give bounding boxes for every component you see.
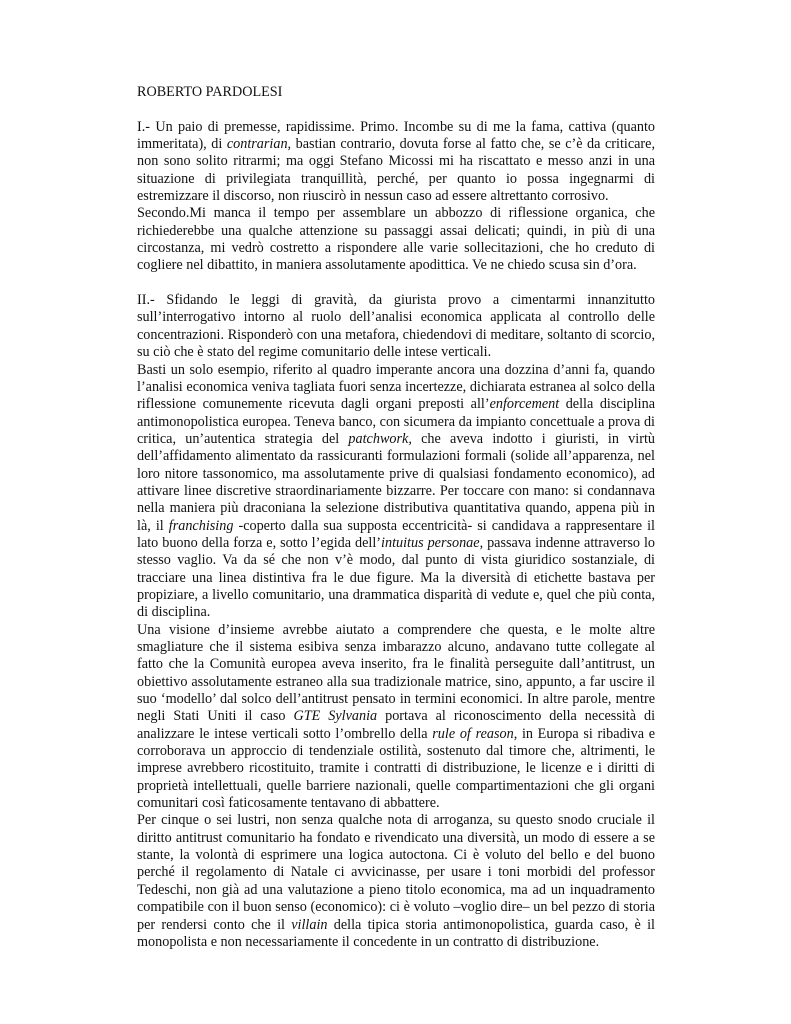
text-segment: della disciplina antimonopolistica europea. Teneva banco, con sicumera da impianto concettuale a prova di critica, un’autentica strategia del (137, 396, 655, 447)
text-segment: bastian contrario, dovuta forse al fatto che, se c’è da criticare, non sono solito ritrarmi; ma oggi Stefano Micossi mi ha riscattato e messo anzi in una situazione di privilegiata tranquillità, perché, per quanto io possa ingegnarmi di estremizzare il discorso, non riuscirò in nessun caso ad essere altrettanto corrosivo. (137, 136, 655, 205)
italic-term: franchising (168, 517, 234, 534)
text-segment: , in Europa si ribadiva e corroborava un approccio di tendenziale ostilità, sostenuto dal timore che, altrimenti, le imprese avrebbero ricostituito, tramite i contratti di distribuzione, le licenze e i diritti di proprietà intellettuali, quelle barriere nazionali, quelle compartimentazioni che gli organi comunitari così faticosamente tentavano di abbattere. (137, 725, 656, 812)
document-body (137, 84, 655, 951)
paragraph-p6 (137, 812, 655, 951)
paragraph-p1 (137, 119, 655, 206)
text-segment: -coperto dalla sua supposta eccentricità- si candidava a rappresentare il lato buono della forza e, sotto l’egida dell’ (137, 517, 655, 551)
paragraph-p3 (137, 292, 655, 361)
section-gap (137, 275, 655, 292)
italic-term: contrarian, (226, 136, 292, 153)
paragraph-p2 (137, 205, 655, 274)
italic-term: villain (291, 916, 328, 933)
italic-term: rule of reason (432, 725, 514, 742)
text-segment: Per cinque o sei lustri, non senza qualche nota di arroganza, su questo snodo cruciale il diritto antitrust comunitario ha fondato e rivendicato una diversità, un modo di essere a se stante, la volontà di esprimere una logica autoctona. Ci è voluto del bello e del buono perché il regolamento di Natale ci avvicinasse, per usare i toni morbidi del professor Tedeschi, non già ad una valutazione a pieno titolo economica, ma ad un inquadramento compatibile con il buon senso (economico): ci è voluto –voglio dire– un bel pezzo di storia per rendersi conto che il (137, 812, 655, 933)
italic-term: intuitus personae (381, 534, 480, 551)
italic-term: GTE Sylvania (293, 708, 378, 725)
text-segment: Una visione d’insieme avrebbe aiutato a comprendere che questa, e le molte altre smagliature che il sistema esibiva senza imbarazzo alcuno, andavano tutte collegate al fatto che la Comunità europea aveva inserito, fra le finalità perseguite dall’antitrust, un obiettivo assolutamente estraneo alla sua tradizionale matrice, sino, appunto, a far uscire il suo ‘modello’ dal solco dell’antitrust pensato in termini economici. In altre parole, mentre negli Stati Uniti il caso (137, 621, 655, 725)
paragraph-p4 (137, 362, 655, 622)
text-segment: , passava indenne attraverso lo stesso vaglio. Va da sé che non v’è modo, dal punto di vista giuridico sostanziale, di tracciare una linea distintiva fra le due figure. Ma la diversità di etichette bastava per propiziare, a livello comunitario, una drammatica disparità di vedute e, quel che più conta, di disciplina. (137, 534, 655, 621)
text-segment: II.- Sfidando le leggi di gravità, da giurista provo a cimentarmi innanzitutto sull’interrogativo intorno al ruolo dell’analisi economica applicata al controllo delle concentrazioni. Risponderò con una metafora, chiedendovi di meditare, soltanto di scorcio, su ciò che è stato del regime comunitario delle intese verticali. (137, 292, 655, 361)
text-segment: portava al riconoscimento della necessità di analizzare le intese verticali sotto l’ombrello della (137, 708, 656, 742)
text-segment: della tipica storia antimonopolistica, guarda caso, è il monopolista e non necessariamente il concedente in un contratto di distribuzione. (137, 916, 655, 950)
italic-term: patchwork, (348, 430, 412, 447)
author-heading: ROBERTO PARDOLESI (137, 84, 283, 100)
italic-term: enforcement (489, 396, 560, 413)
paragraph-list (137, 119, 655, 952)
paragraph-p5 (137, 622, 655, 813)
text-segment: Secondo.Mi manca il tempo per assemblare un abbozzo di riflessione organica, che richiederebbe una qualche attenzione su passaggi assai delicati; quindi, in più di una circostanza, mi vedrò costretto a rispondere alle varie sollecitazioni, che ho creduto di cogliere nel dibattito, in maniera assolutamente apodittica. Ve ne chiedo scusa sin d’ora. (137, 205, 655, 274)
text-segment: I.- Un paio di premesse, rapidissime. Primo. Incombe su di me la fama, cattiva (quanto immeritata), di (137, 118, 655, 153)
text-segment: Basti un solo esempio, riferito al quadro imperante ancora una dozzina d’anni fa, quando l’analisi economica veniva tagliata fuori senza incertezze, dichiarata estranea al solco della riflessione comunemente ricevuta dagli organi preposti all’ (137, 361, 655, 413)
text-segment: che aveva indotto i giuristi, in virtù dell’affidamento alimentato da rassicuranti formulazioni formali (solide all’apparenza, nel loro nitore tassonomico, ma assolutamente prive di qualsiasi fondamento economico), ad attivare linee discretive straordinariamente bizzarre. Per toccare con mano: si condannava nella maniera più draconiana la selezione distributiva quantitativa quando, appena più in là, il (137, 430, 655, 534)
